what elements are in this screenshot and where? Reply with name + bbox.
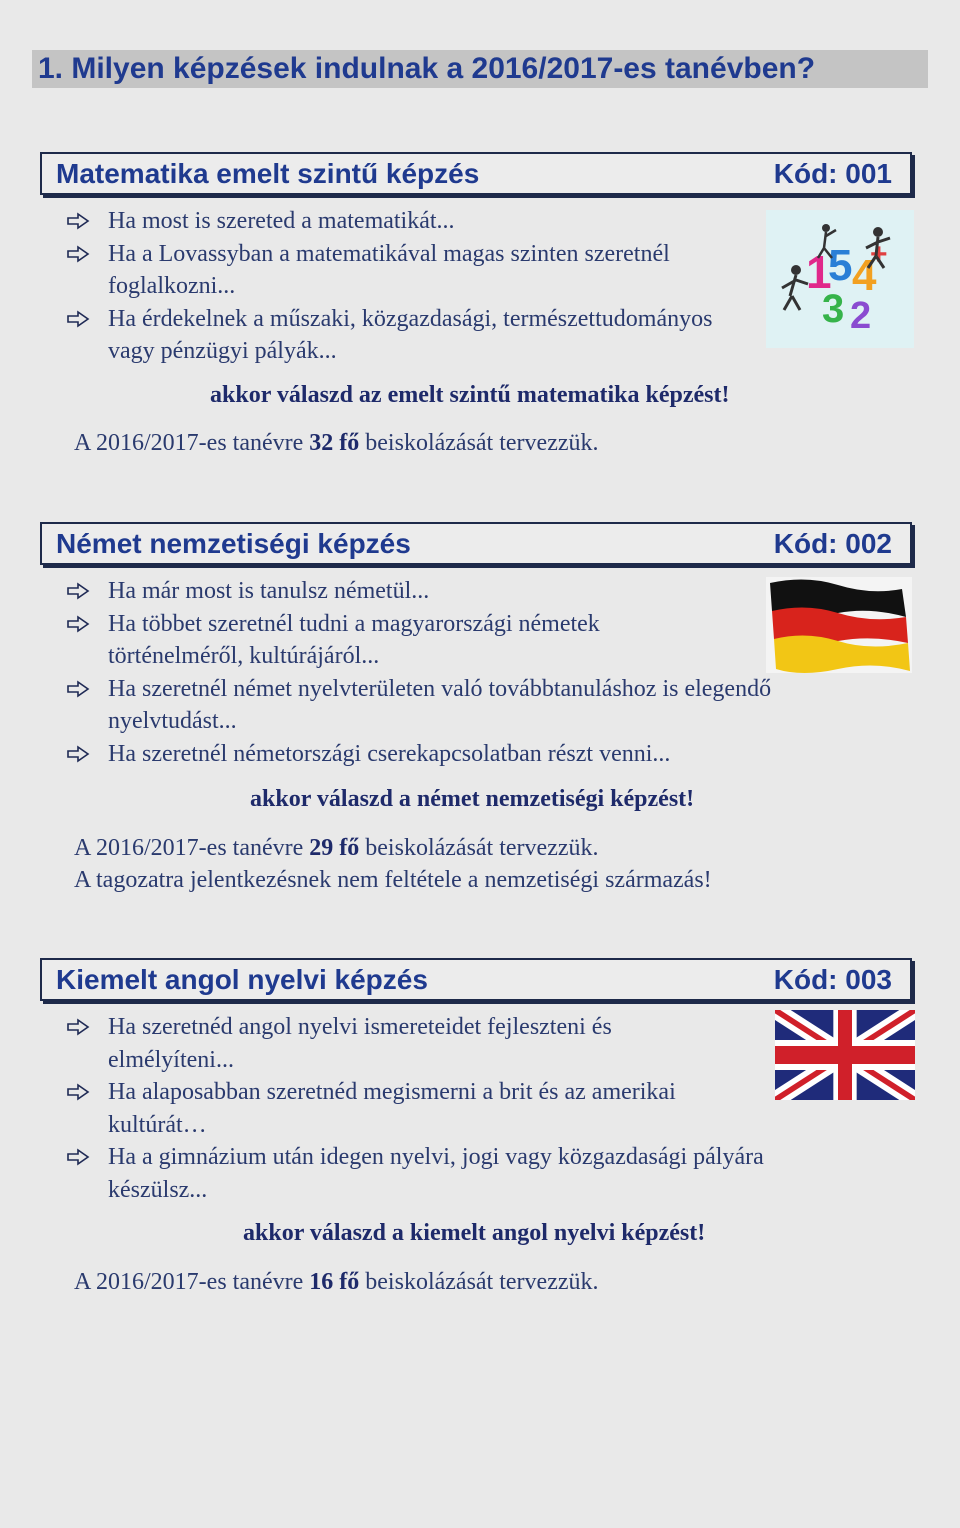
section-english	[40, 958, 920, 1298]
section-header-math	[40, 152, 912, 195]
section-code: Kód: 001	[773, 157, 892, 189]
bullet-list	[40, 205, 720, 368]
svg-text:5: 5	[828, 241, 853, 290]
arrow-right-icon	[66, 582, 90, 600]
list-item: Ha szeretnél németországi cserekapcsolatban részt venni...	[40, 738, 880, 771]
arrow-right-icon	[66, 745, 90, 763]
arrow-right-icon	[66, 680, 90, 698]
arrow-right-icon	[66, 1148, 90, 1166]
uk-flag-icon	[775, 1010, 915, 1100]
svg-text:1: 1	[806, 246, 832, 298]
bullet-list	[40, 1011, 840, 1206]
list-item: Ha többet szeretnél tudni a magyarországi németek történelméről, kultúrájáról...	[40, 608, 690, 673]
svg-text:+: +	[870, 238, 888, 271]
section-header-english	[40, 958, 912, 1001]
arrow-right-icon	[66, 615, 90, 633]
page-title: 1. Milyen képzések indulnak a 2016/2017-es tanévben?	[32, 50, 928, 88]
arrow-right-icon	[66, 1083, 90, 1101]
svg-text:3: 3	[822, 287, 845, 331]
enrollment-count: 32 fő	[309, 430, 360, 456]
enrollment-count: 16 fő	[309, 1269, 360, 1295]
enrollment-plan: A 2016/2017-es tanévre 16 fő beiskolázását tervezzük.	[74, 1269, 599, 1295]
arrow-right-icon	[66, 1018, 90, 1036]
call-to-action: akkor válaszd a német nemzetiségi képzést!	[250, 786, 695, 812]
enrollment-count: 29 fő	[309, 835, 360, 861]
list-item: Ha szeretnél német nyelvterületen való továbbtanuláshoz is elegendő nyelvtudást...	[40, 673, 880, 738]
list-item: Ha a Lovassyban a matematikával magas szinten szeretnél foglalkozni...	[40, 238, 720, 303]
section-title: Matematika emelt szintű képzés	[56, 157, 480, 189]
enrollment-plan: A 2016/2017-es tanévre 29 fő beiskolázását tervezzük.	[74, 835, 599, 861]
list-item: Ha már most is tanulsz németül...	[40, 575, 880, 608]
list-item: Ha most is szereted a matematikát...	[40, 205, 720, 238]
section-title: Német nemzetiségi képzés	[56, 527, 411, 559]
svg-text:2: 2	[850, 295, 872, 337]
enrollment-plan: A 2016/2017-es tanévre 32 fő beiskolázását tervezzük.	[74, 430, 599, 456]
list-item: Ha érdekelnek a műszaki, közgazdasági, természettudományos vagy pénzügyi pályák...	[40, 303, 720, 368]
math-clipart-icon	[766, 210, 914, 348]
svg-text:4: 4	[852, 251, 877, 300]
arrow-right-icon	[66, 245, 90, 263]
call-to-action: akkor válaszd a kiemelt angol nyelvi képzést!	[243, 1220, 706, 1246]
section-header-german	[40, 522, 912, 565]
list-item: Ha alaposabban szeretnéd megismerni a brit és az amerikai kultúrát…	[40, 1076, 680, 1141]
section-code: Kód: 003	[773, 963, 892, 995]
list-item: Ha a gimnázium után idegen nyelvi, jogi vagy közgazdasági pályára készülsz...	[40, 1141, 840, 1206]
call-to-action: akkor válaszd az emelt szintű matematika képzést!	[210, 382, 730, 408]
note-text: A tagozatra jelentkezésnek nem feltétele a nemzetiségi származás!	[74, 867, 712, 893]
section-german	[40, 522, 920, 902]
section-math	[40, 152, 920, 472]
bullet-list	[40, 575, 880, 770]
arrow-right-icon	[66, 212, 90, 230]
list-item: Ha szeretnéd angol nyelvi ismereteidet fejleszteni és elmélyíteni...	[40, 1011, 700, 1076]
section-title: Kiemelt angol nyelvi képzés	[56, 963, 428, 995]
german-flag-icon	[766, 577, 912, 673]
arrow-right-icon	[66, 310, 90, 328]
section-code: Kód: 002	[773, 527, 892, 559]
